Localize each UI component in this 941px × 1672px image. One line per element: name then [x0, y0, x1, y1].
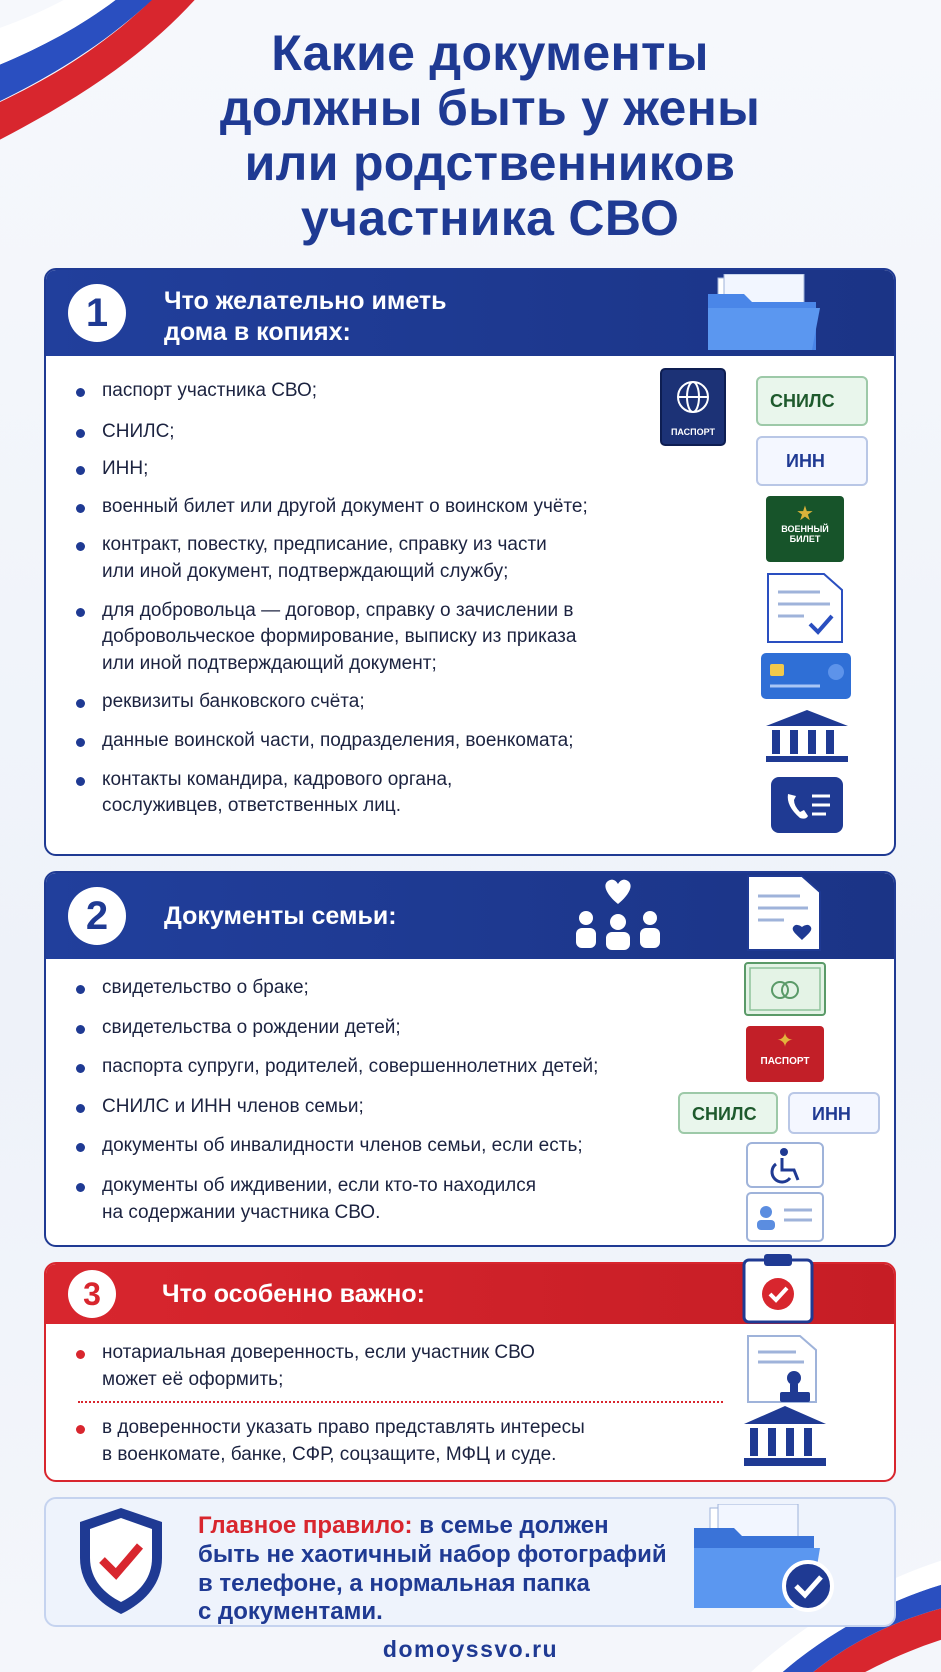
list-item: паспорт участника СВО; — [70, 378, 588, 405]
list-item: реквизиты банковского счёта; — [70, 689, 588, 716]
section-1-heading — [164, 286, 447, 349]
phone-contacts-icon — [770, 776, 844, 834]
government-building-icon — [742, 1404, 828, 1470]
section-2-number: 2 — [68, 887, 126, 945]
clipboard-check-icon — [740, 1252, 816, 1324]
passport-red-icon: ✦ ПАСПОРТ — [746, 1026, 824, 1082]
military-unit-building-icon — [764, 708, 850, 764]
military-id-label-2: БИЛЕТ — [789, 534, 821, 544]
folder-check-icon — [690, 1504, 840, 1614]
list-item: СНИЛС; — [70, 419, 588, 446]
folder-icon — [704, 274, 824, 354]
list-item: данные воинской части, подразделения, военкомата; — [70, 728, 588, 755]
shield-check-icon — [76, 1506, 166, 1616]
section-2-heading: Документы семьи: — [164, 902, 397, 930]
list-item: для добровольца — договор, справку о зачислении в добровольческое формирование, выписку из приказа или иной подтверждающий документ; — [70, 598, 588, 678]
list-item: нотариальная доверенность, если участник СВО может её оформить; — [70, 1340, 585, 1393]
section-1-number: 1 — [68, 284, 126, 342]
main-rule-line3: в телефоне, а нормальная папка — [198, 1569, 590, 1597]
snils-label: СНИЛС — [770, 391, 835, 411]
inn-card-icon — [756, 436, 868, 486]
passport-label: ПАСПОРТ — [670, 427, 716, 437]
snils-card-icon — [756, 376, 868, 426]
dependent-document-icon — [746, 1192, 824, 1242]
passport-red-label: ПАСПОРТ — [760, 1056, 810, 1067]
section-3-divider — [78, 1401, 723, 1403]
section-3-list — [70, 1340, 585, 1468]
section-1-heading-line2: дома в копиях: — [164, 318, 351, 347]
snils-card-icon — [678, 1092, 778, 1134]
section-3-heading: Что особенно важно: — [162, 1280, 425, 1308]
document-checkmark-icon — [764, 572, 846, 644]
list-item: свидетельства о рождении детей; — [70, 1015, 598, 1042]
main-rule-accent: Главное правило: — [198, 1512, 413, 1539]
section-1-card — [44, 268, 896, 856]
inn-card-icon — [788, 1092, 880, 1134]
bank-card-icon — [760, 652, 852, 700]
list-item: СНИЛС и ИНН членов семьи; — [70, 1094, 598, 1121]
list-item: свидетельство о браке; — [70, 975, 598, 1002]
list-item: в доверенности указать право представлять интересы в военкомате, банке, СФР, соцзащите, МФЦ и суде. — [70, 1415, 585, 1468]
disability-icon — [746, 1142, 824, 1188]
inn-label: ИНН — [812, 1104, 851, 1124]
main-rule-line2: быть не хаотичный набор фотографий — [198, 1540, 667, 1568]
military-id-label-1: ВОЕННЫЙ — [781, 524, 829, 534]
site-url: domoyssvo.ru — [382, 1636, 559, 1662]
section-2-list — [70, 975, 598, 1226]
list-item: ИНН; — [70, 456, 588, 483]
list-item: контакты командира, кадрового органа, сослуживцев, ответственных лиц. — [70, 767, 588, 820]
main-rule-part1: в семье должен — [412, 1512, 609, 1539]
document-heart-icon — [744, 874, 824, 952]
notary-stamp-document-icon — [744, 1334, 824, 1408]
passport-icon — [660, 368, 726, 446]
section-3-number: 3 — [68, 1270, 116, 1318]
inn-label: ИНН — [786, 451, 825, 471]
main-rule-text — [198, 1512, 668, 1627]
list-item: документы об иждивении, если кто-то находился на содержании участника СВО. — [70, 1173, 598, 1226]
family-icon — [568, 878, 668, 950]
list-item: паспорта супруги, родителей, совершеннолетних детей; — [70, 1054, 598, 1081]
section-1-heading-line1: Что желательно иметь — [164, 287, 447, 315]
list-item: документы об инвалидности членов семьи, если есть; — [70, 1133, 598, 1160]
page-title: Какие документы должны быть у жены или родственников участника СВО — [219, 25, 761, 246]
list-item: контракт, повестку, предписание, справку из части или иной документ, подтверждающий службу; — [70, 532, 588, 585]
snils-label: СНИЛС — [692, 1104, 757, 1124]
main-rule-line4: с документами. — [198, 1598, 383, 1626]
military-id-icon: ★ ВОЕННЫЙ БИЛЕТ — [766, 496, 844, 562]
marriage-certificate-icon — [744, 962, 826, 1016]
list-item: военный билет или другой документ о воинском учёте; — [70, 494, 588, 521]
section-1-list — [70, 378, 588, 820]
